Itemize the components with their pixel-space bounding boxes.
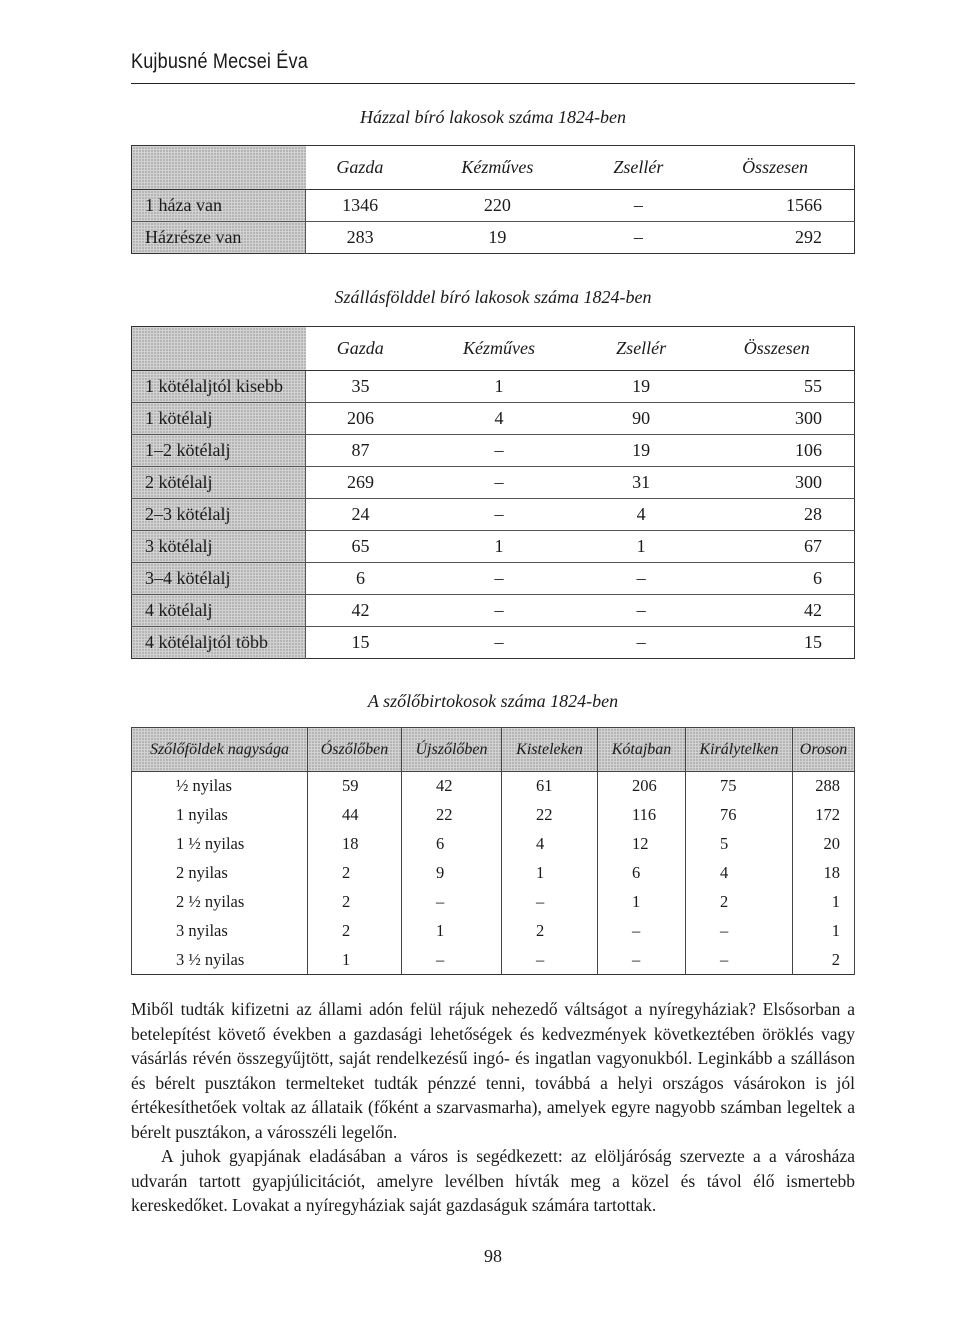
cell: – — [598, 946, 686, 975]
cell: 292 — [696, 222, 854, 254]
table-row — [132, 888, 855, 917]
table2-caption: Szállásfölddel bíró lakosok száma 1824-ben — [334, 287, 652, 307]
row-label: 2–3 kötélalj — [132, 499, 306, 531]
cell: 6 — [402, 830, 502, 859]
cell: – — [583, 563, 700, 595]
row-label: 1 kötélaljtól kisebb — [132, 371, 306, 403]
row-label: 2 ½ nyilas — [132, 888, 308, 917]
table-row — [132, 563, 855, 595]
row-label: 1 ½ nyilas — [132, 830, 308, 859]
table2-col-header: Gazda — [306, 327, 416, 371]
cell: 31 — [583, 467, 700, 499]
cell: – — [402, 946, 502, 975]
table-row — [132, 403, 855, 435]
table-row — [132, 627, 855, 659]
row-label: 1–2 kötélalj — [132, 435, 306, 467]
cell: 1346 — [342, 195, 379, 215]
cell: – — [415, 627, 583, 659]
body-text — [131, 997, 855, 1218]
table3-caption: A szőlőbirtokosok száma 1824-ben — [367, 691, 619, 711]
cell: 1 — [402, 917, 502, 946]
cell: 20 — [793, 830, 855, 859]
cell: 15 — [699, 627, 854, 659]
table3-col-header: Kisteleken — [502, 728, 598, 772]
cell: 6 — [306, 563, 416, 595]
cell: – — [598, 917, 686, 946]
cell: 61 — [502, 772, 598, 801]
cell: 2 — [686, 888, 793, 917]
table-row — [132, 772, 855, 801]
cell: 42 — [306, 595, 416, 627]
cell: – — [415, 435, 583, 467]
cell: 44 — [308, 801, 402, 830]
cell: 1 — [793, 888, 855, 917]
cell: – — [583, 595, 700, 627]
cell: – — [583, 627, 700, 659]
row-label: 1 nyilas — [132, 801, 308, 830]
row-label: 3 nyilas — [132, 917, 308, 946]
table3-col-header: Oroson — [793, 728, 855, 772]
table3-col-header: Kótajban — [598, 728, 686, 772]
cell: 2 — [793, 946, 855, 975]
running-head: Kujbusné Mecsei Éva — [131, 50, 308, 73]
cell: 1 — [598, 888, 686, 917]
cell: 12 — [598, 830, 686, 859]
table1-caption: Házzal bíró lakosok száma 1824-ben — [360, 107, 626, 127]
table1-col-header: Zsellér — [581, 146, 697, 190]
cell: 172 — [793, 801, 855, 830]
table2-col-header: Zsellér — [583, 327, 700, 371]
table3-col-header: Újszőlőben — [402, 728, 502, 772]
row-label: 2 kötélalj — [132, 467, 306, 499]
table3 — [131, 727, 855, 975]
cell: 4 — [415, 403, 583, 435]
table1-col-header: Kézműves — [414, 146, 580, 190]
cell: 19 — [414, 222, 580, 254]
cell: 4 — [583, 499, 700, 531]
cell: 269 — [306, 467, 416, 499]
cell: 19 — [583, 435, 700, 467]
cell: – — [415, 467, 583, 499]
cell: 300 — [699, 467, 854, 499]
cell: 5 — [686, 830, 793, 859]
cell: – — [502, 888, 598, 917]
cell: 67 — [699, 531, 854, 563]
cell: 1 — [415, 531, 583, 563]
cell: 75 — [686, 772, 793, 801]
row-label: 3–4 kötélalj — [132, 563, 306, 595]
table-row — [132, 371, 855, 403]
cell: 35 — [351, 376, 370, 396]
table-row — [132, 531, 855, 563]
table-row — [132, 222, 855, 254]
row-label: 4 kötélaljtól több — [132, 627, 306, 659]
cell: 6 — [699, 563, 854, 595]
table-row — [132, 467, 855, 499]
table3-col-header: Ószőlőben — [308, 728, 402, 772]
cell: 106 — [699, 435, 854, 467]
cell: 283 — [306, 222, 415, 254]
table-row — [132, 830, 855, 859]
cell: 90 — [583, 403, 700, 435]
row-label: 3 ½ nyilas — [132, 946, 308, 975]
table1-col-header: Gazda — [306, 146, 415, 190]
table-row — [132, 190, 855, 222]
table2 — [131, 326, 855, 659]
cell: 2 — [308, 917, 402, 946]
cell: 1 — [502, 859, 598, 888]
cell: 300 — [699, 403, 854, 435]
cell: 2 — [308, 888, 402, 917]
cell: 4 — [502, 830, 598, 859]
cell: – — [581, 222, 697, 254]
cell: 15 — [306, 627, 416, 659]
cell: – — [502, 946, 598, 975]
paragraph: Miből tudták kifizetni az állami adón felül rájuk nehezedő váltságot a nyíregyháziak? Elsősorban a betelepítést követő években a gazdasági lehetőségek és kedvezmények következtében öröklés vagy vásárlás révén összegyűjtött, saját rendelkezésű ingó- és ingatlan vagyonukból. Leginkább a szálláson és bérelt pusztákon termelteket tudták pénzzé tenni, továbbá a helyi országos vásárokon is jól értékesíthetőek voltak az állataik (főként a szarvasmarha), amelyek egyre nagyobb számban legeltek a bérelt pusztákon, a városszéli legelőn. — [131, 999, 855, 1142]
table2-corner-cell — [132, 327, 306, 371]
table-row — [132, 946, 855, 975]
table2-col-header: Összesen — [699, 327, 854, 371]
cell: 42 — [402, 772, 502, 801]
header-rule — [131, 83, 855, 84]
cell: 206 — [306, 403, 416, 435]
cell: 18 — [793, 859, 855, 888]
cell: 24 — [306, 499, 416, 531]
cell: – — [686, 917, 793, 946]
cell: 6 — [598, 859, 686, 888]
cell: 220 — [483, 195, 511, 215]
cell: 65 — [306, 531, 416, 563]
cell: 1 — [793, 917, 855, 946]
row-label: ½ nyilas — [132, 772, 308, 801]
cell: 18 — [308, 830, 402, 859]
cell: 22 — [402, 801, 502, 830]
row-label: 4 kötélalj — [132, 595, 306, 627]
cell: – — [402, 888, 502, 917]
row-label: 3 kötélalj — [132, 531, 306, 563]
cell: 1 — [583, 531, 700, 563]
cell: – — [415, 563, 583, 595]
page-number: 98 — [484, 1246, 502, 1266]
cell: 59 — [308, 772, 402, 801]
cell: 1566 — [786, 195, 822, 215]
cell: 28 — [699, 499, 854, 531]
table-row — [132, 595, 855, 627]
table-row — [132, 801, 855, 830]
cell: 22 — [502, 801, 598, 830]
table3-col-header: Szőlőföldek nagysága — [132, 728, 308, 772]
table-row — [132, 499, 855, 531]
cell: 1 — [308, 946, 402, 975]
paragraph: A juhok gyapjának eladásában a város is segédkezett: az elöljáróság szervezte a a városháza udvarán tartott gyapjúlicitációt, amelyre levélben hívták meg a közel és távol élő ismertebb kereskedőket. Lovakat a nyíregyháziak saját gazdaságuk számára tartottak. — [131, 1146, 855, 1215]
cell: 1 — [494, 376, 504, 396]
cell: 42 — [699, 595, 854, 627]
cell: 288 — [793, 772, 855, 801]
row-label: 1 háza van — [132, 190, 306, 222]
cell: 9 — [402, 859, 502, 888]
table1 — [131, 145, 855, 254]
cell: 87 — [306, 435, 416, 467]
cell: 55 — [804, 376, 822, 396]
cell: 2 — [308, 859, 402, 888]
table-row — [132, 435, 855, 467]
row-label: 2 nyilas — [132, 859, 308, 888]
table-row — [132, 859, 855, 888]
cell: – — [415, 595, 583, 627]
table1-corner-cell — [132, 146, 306, 190]
table-row — [132, 917, 855, 946]
cell: – — [415, 499, 583, 531]
cell: – — [686, 946, 793, 975]
cell: 2 — [502, 917, 598, 946]
table1-col-header: Összesen — [696, 146, 854, 190]
table2-col-header: Kézműves — [415, 327, 583, 371]
cell: 76 — [686, 801, 793, 830]
cell: 19 — [632, 376, 651, 396]
row-label: Házrésze van — [132, 222, 306, 254]
cell: 206 — [598, 772, 686, 801]
cell: – — [633, 195, 643, 215]
table3-col-header: Királytelken — [686, 728, 793, 772]
cell: 116 — [598, 801, 686, 830]
row-label: 1 kötélalj — [132, 403, 306, 435]
cell: 4 — [686, 859, 793, 888]
